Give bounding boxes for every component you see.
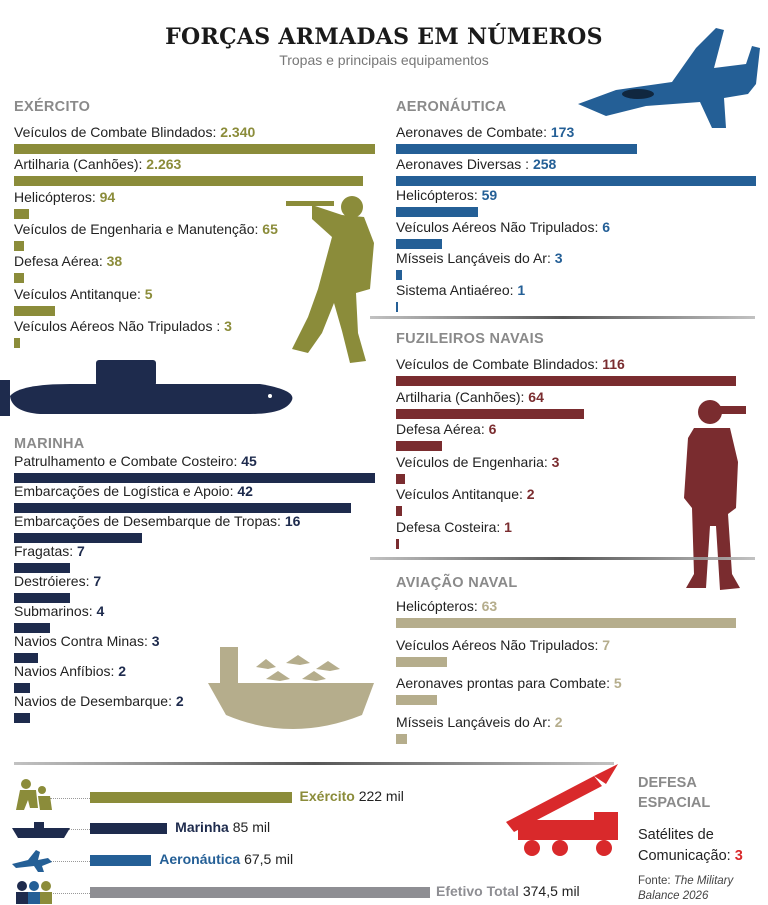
aeronautica-item-value: 1	[517, 281, 526, 298]
aeronautica-bar	[396, 302, 398, 312]
aeronautica-item-value: 6	[602, 218, 611, 235]
aeronautica-item-label	[396, 282, 525, 298]
marinha-item-text: Embarcações de Logística e Apoio:	[14, 483, 234, 499]
defesa-espacial-title-line2: ESPACIAL	[638, 795, 711, 811]
aeronautica-item-label	[396, 219, 610, 235]
aviacao-naval-bar	[396, 695, 437, 705]
aeronautica-item-text: Mísseis Lançáveis do Ar:	[396, 250, 551, 266]
marinha-item-label	[14, 513, 300, 529]
aviacao-naval-item-value: 7	[602, 636, 611, 653]
source-note	[638, 874, 733, 904]
source-name-2: Balance 2026	[638, 890, 709, 902]
soldier-icon	[282, 193, 382, 368]
exercito-bar	[14, 241, 24, 251]
marinha-item-value: 45	[241, 453, 257, 469]
exercito-item-value: 38	[106, 253, 123, 270]
fuzileiros-item-text: Defesa Costeira:	[396, 518, 501, 535]
rocket-launcher-icon	[498, 762, 623, 862]
aeronautica-item-text: Aeronaves Diversas :	[396, 155, 530, 172]
exercito-item-value: 3	[224, 317, 232, 334]
exercito-item-value: 5	[144, 285, 153, 302]
aeronautica-item-text: Sistema Antiaéreo:	[396, 281, 514, 298]
defesa-espacial-label-line2	[638, 846, 743, 867]
aviacao-naval-item-label	[396, 598, 497, 614]
exercito-bar	[14, 209, 29, 219]
marinha-item-text: Patrulhamento e Combate Costeiro:	[14, 453, 238, 469]
fuzileiros-bar	[396, 474, 405, 484]
section-title-aviacao-naval: AVIAÇÃO NAVAL	[396, 575, 518, 591]
summary-dots	[50, 861, 90, 862]
summary-branch-name: Aeronáutica	[159, 851, 241, 867]
fuzileiros-item-value: 1	[504, 518, 512, 535]
summary-value: 67,5 mil	[244, 851, 294, 867]
exercito-item-text: Helicópteros:	[14, 188, 96, 205]
fuzileiros-bar	[396, 506, 402, 516]
people-group-icon	[12, 880, 54, 904]
defesa-espacial-item	[638, 825, 743, 867]
marinha-item-text: Navios Anfíbios:	[14, 663, 115, 679]
submarine-icon	[0, 356, 296, 416]
aeronautica-bar	[396, 144, 637, 154]
fuzileiros-item-label	[396, 454, 559, 470]
exercito-item-text: Veículos Aéreos Não Tripulados :	[14, 317, 221, 334]
source-name-1: The Military	[673, 875, 734, 887]
exercito-item-label	[14, 189, 115, 205]
divider-fuzileiros-aviacao	[370, 557, 755, 560]
aeronautica-item-value: 3	[554, 250, 563, 266]
fuzileiros-item-label	[396, 519, 512, 535]
defesa-espacial-value: 3	[734, 848, 743, 864]
summary-bar-exercito	[90, 792, 292, 803]
marinha-item-text: Fragatas:	[14, 543, 74, 559]
summary-label-aeronautica	[159, 851, 293, 867]
fuzileiros-item-label	[396, 389, 544, 405]
fuzileiros-item-label	[396, 356, 625, 372]
exercito-bar	[14, 338, 20, 348]
exercito-item-label	[14, 286, 153, 302]
fuzileiros-item-label	[396, 486, 535, 502]
fuzileiros-item-text: Defesa Aérea:	[396, 421, 485, 437]
exercito-item-label	[14, 253, 122, 269]
soldier-group-icon	[14, 778, 54, 812]
summary-dots	[50, 893, 90, 894]
fuzileiros-item-text: Artilharia (Canhões):	[396, 388, 525, 405]
defesa-espacial-label-text: Comunicação:	[638, 848, 731, 864]
ship-icon	[12, 822, 70, 838]
aviacao-naval-item-value: 2	[554, 713, 563, 730]
marinha-item-label	[14, 633, 160, 649]
aeronautica-item-text: Aeronaves de Combate:	[396, 124, 547, 140]
aeronautica-item-label	[396, 250, 563, 266]
summary-value: 222 mil	[358, 788, 404, 804]
source-line1	[638, 874, 733, 889]
aviacao-naval-bar	[396, 657, 447, 667]
marinha-item-value: 2	[175, 693, 184, 709]
marinha-item-label	[14, 603, 104, 619]
aeronautica-bar	[396, 239, 442, 249]
exercito-item-label	[14, 156, 181, 172]
marinha-bar	[14, 503, 351, 513]
exercito-item-text: Veículos Antitanque:	[14, 285, 141, 302]
exercito-item-text: Veículos de Engenharia e Manutenção:	[14, 220, 259, 237]
source-line2	[638, 889, 733, 904]
marinha-item-label	[14, 543, 85, 559]
fuzileiros-item-label	[396, 421, 496, 437]
exercito-bar	[14, 306, 55, 316]
aviacao-naval-item-label	[396, 714, 563, 730]
divider-aeronautica-fuzileiros	[370, 316, 755, 319]
exercito-item-value: 65	[262, 220, 278, 237]
marinha-item-label	[14, 663, 126, 679]
defesa-espacial-label-line1: Satélites de	[638, 827, 714, 843]
marinha-item-value: 2	[118, 663, 127, 679]
marinha-item-text: Navios Contra Minas:	[14, 633, 148, 649]
fuzileiros-bar	[396, 409, 584, 419]
aviacao-naval-bar	[396, 734, 407, 744]
exercito-bar	[14, 176, 363, 186]
aviacao-naval-item-value: 5	[613, 675, 622, 691]
fuzileiros-item-value: 116	[602, 356, 625, 372]
aviacao-naval-item-label	[396, 675, 622, 691]
aeronautica-bar	[396, 176, 756, 186]
divider-summary	[14, 762, 614, 765]
aviacao-naval-item-text: Mísseis Lançáveis do Ar:	[396, 713, 551, 730]
exercito-item-label	[14, 318, 232, 334]
fuzileiros-item-value: 6	[488, 421, 497, 437]
marinha-item-label	[14, 693, 184, 709]
marinha-item-value: 4	[96, 603, 105, 619]
source-prefix: Fonte:	[638, 875, 671, 887]
marinha-item-text: Destróieres:	[14, 573, 90, 589]
exercito-bar	[14, 273, 24, 283]
aeronautica-item-label	[396, 124, 574, 140]
marine-soldier-icon	[680, 398, 750, 596]
aviacao-naval-item-value: 63	[481, 598, 498, 614]
marinha-bar	[14, 563, 70, 573]
aeronautica-item-text: Veículos Aéreos Não Tripulados:	[396, 218, 599, 235]
fuzileiros-item-value: 64	[528, 388, 544, 405]
fuzileiros-bar	[396, 376, 736, 386]
summary-label-marinha	[175, 819, 270, 835]
fuzileiros-item-text: Veículos de Engenharia:	[396, 453, 548, 470]
summary-label-exercito	[300, 788, 404, 804]
aeronautica-item-value: 59	[481, 187, 498, 203]
fuzileiros-item-value: 2	[526, 486, 535, 502]
fuzileiros-item-text: Veículos Antitanque:	[396, 486, 523, 502]
aeronautica-item-value: 173	[550, 124, 575, 140]
marinha-bar	[14, 683, 30, 693]
marinha-item-text: Submarinos:	[14, 603, 93, 619]
aeronautica-item-label	[396, 187, 497, 203]
exercito-item-label	[14, 221, 278, 237]
aeronautica-bar	[396, 270, 402, 280]
jet-icon	[12, 850, 52, 872]
aviacao-naval-item-label	[396, 637, 610, 653]
section-title-exercito: EXÉRCITO	[14, 99, 91, 115]
marinha-item-value: 42	[237, 483, 253, 499]
marinha-bar	[14, 533, 142, 543]
exercito-bar	[14, 144, 375, 154]
summary-dots	[50, 798, 90, 799]
fuzileiros-item-value: 3	[551, 453, 560, 470]
fuzileiros-bar	[396, 539, 399, 549]
aeronautica-item-label	[396, 156, 556, 172]
marinha-bar	[14, 713, 30, 723]
marinha-bar	[14, 623, 50, 633]
marinha-bar	[14, 653, 38, 663]
exercito-item-value: 2.263	[146, 156, 182, 173]
aviacao-naval-item-text: Aeronaves prontas para Combate:	[396, 675, 611, 691]
marinha-item-value: 7	[77, 543, 85, 559]
fuzileiros-bar	[396, 441, 442, 451]
exercito-item-text: Artilharia (Canhões):	[14, 156, 143, 173]
summary-bar-aeronautica	[90, 855, 151, 866]
summary-bar-efetivo-total	[90, 887, 430, 898]
summary-value: 374,5 mil	[522, 883, 580, 899]
aviacao-naval-item-text: Helicópteros:	[396, 598, 478, 614]
marinha-item-text: Embarcações de Desembarque de Tropas:	[14, 513, 281, 529]
marinha-item-text: Navios de Desembarque:	[14, 693, 172, 709]
fighter-jet-icon	[576, 24, 766, 134]
exercito-item-label	[14, 124, 255, 140]
page-title: FORÇAS ARMADAS EM NÚMEROS	[165, 24, 603, 50]
exercito-item-value: 94	[99, 188, 116, 205]
aeronautica-bar	[396, 207, 478, 217]
section-title-aeronautica: AERONÁUTICA	[396, 99, 507, 115]
marinha-item-label	[14, 453, 257, 469]
marinha-item-value: 3	[151, 633, 160, 649]
summary-bar-marinha	[90, 823, 167, 834]
exercito-item-value: 2.340	[220, 124, 256, 140]
marinha-bar	[14, 473, 375, 483]
page-subtitle: Tropas e principais equipamentos	[279, 52, 489, 68]
marinha-item-value: 16	[284, 513, 301, 529]
section-title-fuzileiros: FUZILEIROS NAVAIS	[396, 331, 544, 347]
section-title-marinha: MARINHA	[14, 436, 85, 452]
aviacao-naval-bar	[396, 618, 736, 628]
summary-label-efetivo-total	[436, 883, 580, 899]
summary-branch-name: Exército	[299, 788, 355, 804]
aeronautica-item-text: Helicópteros:	[396, 187, 478, 203]
marinha-item-value: 7	[93, 573, 102, 589]
defesa-espacial-title	[638, 773, 710, 813]
marinha-item-label	[14, 483, 253, 499]
summary-branch-name: Marinha	[175, 819, 229, 835]
summary-value: 85 mil	[232, 819, 271, 835]
defesa-espacial-title-line1: DEFESA	[638, 775, 697, 791]
summary-branch-name: Efetivo Total	[436, 883, 519, 899]
aeronautica-item-value: 258	[532, 155, 557, 172]
aviacao-naval-item-text: Veículos Aéreos Não Tripulados:	[396, 636, 599, 653]
fuzileiros-item-text: Veículos de Combate Blindados:	[396, 356, 599, 372]
exercito-item-text: Veículos de Combate Blindados:	[14, 124, 217, 140]
marinha-item-label	[14, 573, 101, 589]
marinha-bar	[14, 593, 70, 603]
exercito-item-text: Defesa Aérea:	[14, 253, 103, 270]
aircraft-carrier-icon	[206, 643, 376, 743]
